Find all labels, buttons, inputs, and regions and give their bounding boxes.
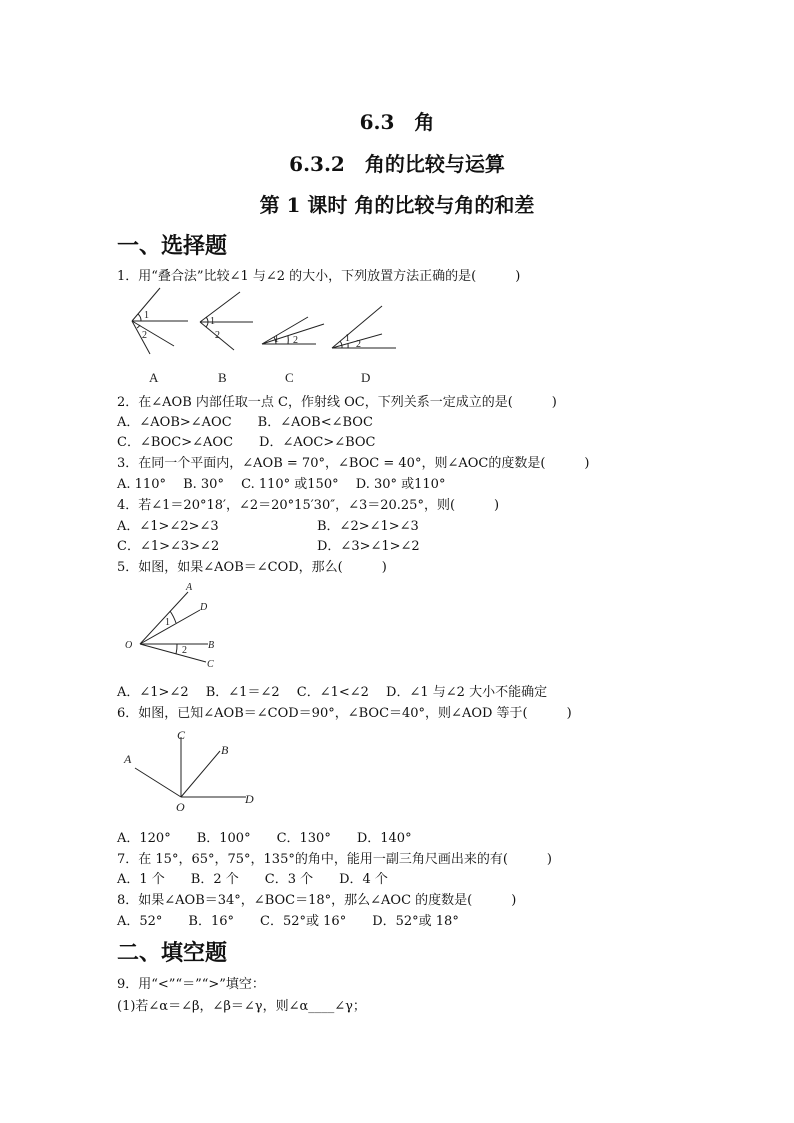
fig5-label-b: B [208, 640, 215, 651]
fig6-label-c: C [177, 728, 186, 742]
fig1d-label-2: 2 [356, 339, 361, 350]
question-4-option-a: A．∠1>∠2>∠3 [117, 519, 219, 534]
fig5-label-o: O [125, 640, 133, 651]
fig1-option-b: B [218, 370, 227, 385]
fig1-option-a: A [149, 370, 159, 385]
fig5-label-1: 1 [165, 617, 170, 628]
question-2-options-cd: C．∠BOC>∠AOC D．∠AOC>∠BOC [117, 435, 376, 450]
question-1-figure [120, 284, 420, 388]
question-5-text: 5．如图，如果∠AOB＝∠COD，那么( ) [117, 560, 387, 575]
question-5-options: A．∠1>∠2 B．∠1＝∠2 C．∠1<∠2 D．∠1 与∠2 大小不能确定 [117, 685, 548, 700]
question-7-text: 7．在 15°，65°，75°，135°的角中，能用一副三角尺画出来的有( ) [117, 852, 552, 867]
question-4-option-d: D．∠3>∠1>∠2 [317, 539, 420, 554]
title-section: 6.3 角 [359, 110, 435, 134]
question-4-option-b: B．∠2>∠1>∠3 [317, 519, 419, 534]
fig1d-label-1: 1 [345, 333, 350, 344]
fig1a-label-2: 2 [142, 330, 147, 341]
fig5-label-d: D [200, 602, 208, 613]
fig6-label-b: B [221, 743, 229, 757]
question-3-options: A. 110° B. 30° C. 110° 或150° D. 30° 或110° [117, 477, 446, 492]
question-6-text: 6．如图，已知∠AOB＝∠COD＝90°，∠BOC＝40°，则∠AOD 等于( ) [117, 706, 572, 721]
question-2-text: 2．在∠AOB 内部任取一点 C，作射线 OC，下列关系一定成立的是( ) [117, 395, 557, 410]
question-3-text: 3．在同一个平面内，∠AOB = 70°，∠BOC = 40°，则∠AOC的度数是( ) [117, 456, 590, 471]
fig1c-label-1: 1 [274, 334, 279, 345]
question-1-text: 1．用“叠合法”比较∠1 与∠2 的大小，下列放置方法正确的是( ) [117, 269, 521, 284]
section-heading-choice: 一、选择题 [117, 233, 228, 259]
question-4-text: 4．若∠1＝20°18′，∠2＝20°15′30″，∠3＝20.25°，则( ) [117, 498, 500, 513]
fig1a-label-1: 1 [144, 310, 149, 321]
fig5-label-a: A [186, 582, 193, 593]
fig6-label-a: A [124, 752, 132, 766]
fig1-option-c: C [285, 370, 294, 385]
fig6-label-o: O [176, 800, 185, 814]
question-8-options: A．52° B．16° C．52°或 16° D．52°或 18° [117, 914, 459, 929]
question-4-option-c: C．∠1>∠3>∠2 [117, 539, 220, 554]
section-heading-fill: 二、填空题 [117, 940, 228, 966]
question-9-sub-1: (1)若∠α＝∠β，∠β＝∠γ，则∠α____∠γ； [117, 999, 366, 1014]
fig5-label-c: C [207, 659, 214, 670]
question-6-figure [118, 725, 268, 821]
fig1c-label-2: 2 [293, 335, 298, 346]
question-5-figure [120, 578, 240, 674]
question-7-options: A．1 个 B．2 个 C．3 个 D．4 个 [117, 872, 388, 887]
question-2-options-ab: A．∠AOB>∠AOC B．∠AOB<∠BOC [117, 415, 373, 430]
question-8-text: 8．如果∠AOB＝34°，∠BOC＝18°，那么∠AOC 的度数是( ) [117, 893, 517, 908]
title-lesson: 第 1 课时 角的比较与角的和差 [259, 193, 535, 217]
question-6-options: A．120° B．100° C．130° D．140° [117, 831, 412, 846]
fig1b-label-1: 1 [210, 316, 215, 327]
question-9-text: 9．用“<”“＝”“>”填空： [117, 977, 265, 992]
fig6-label-d: D [245, 792, 254, 806]
fig1b-label-2: 2 [215, 330, 220, 341]
fig5-label-2: 2 [182, 645, 187, 656]
fig1-option-d: D [361, 370, 371, 385]
title-subsection: 6.3.2 角的比较与运算 [289, 152, 505, 176]
